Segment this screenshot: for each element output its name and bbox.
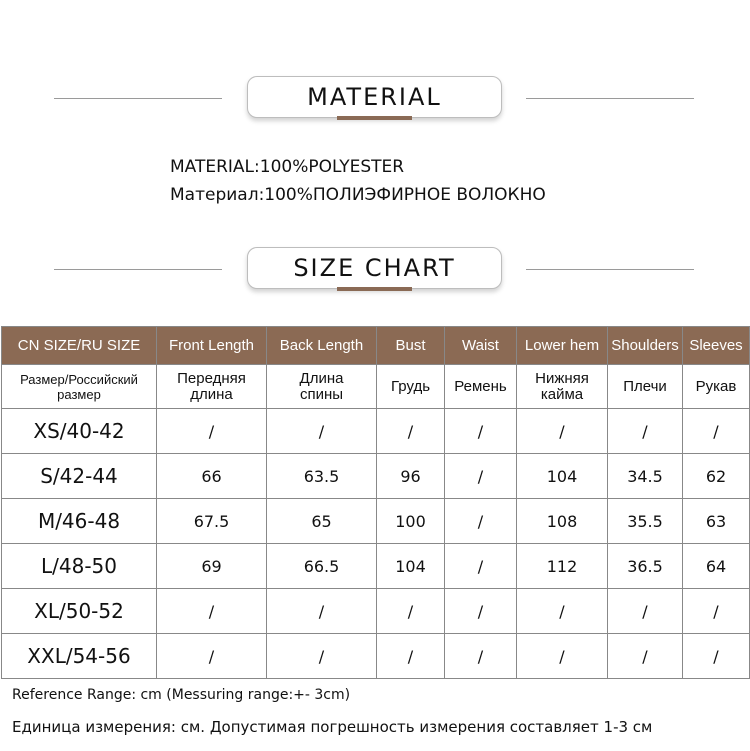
column-header-front-length: Front Length [157, 327, 267, 365]
measurement-cell-shoulders: 35.5 [608, 499, 683, 544]
measurement-cell-shoulders: 34.5 [608, 454, 683, 499]
column-header-ru-front-length [157, 365, 267, 409]
title-underline [337, 116, 412, 120]
measurement-cell-bust: 104 [377, 544, 445, 589]
size-label-cell: XL/50-52 [2, 589, 157, 634]
size-label-cell: XS/40-42 [2, 409, 157, 454]
header-row-russian [2, 365, 750, 409]
measurement-cell-waist: / [445, 454, 517, 499]
measurement-cell-shoulders: 36.5 [608, 544, 683, 589]
measurement-cell-waist: / [445, 409, 517, 454]
measurement-cell-sleeves: / [683, 409, 750, 454]
measurement-cell-back-length: / [267, 589, 377, 634]
measurement-cell-bust: 96 [377, 454, 445, 499]
measurement-cell-sleeves: 62 [683, 454, 750, 499]
measurement-cell-lower-hem: 104 [517, 454, 608, 499]
size-label-cell: L/48-50 [2, 544, 157, 589]
measurement-cell-front-length: / [157, 409, 267, 454]
title-underline [337, 287, 412, 291]
table-row [2, 499, 750, 544]
measurement-cell-bust: / [377, 409, 445, 454]
measurement-cell-waist: / [445, 634, 517, 679]
column-header-ru-back-length [267, 365, 377, 409]
header-text-line: Длина [299, 369, 344, 387]
header-text-line: Плечи [623, 377, 667, 395]
divider-line-right [526, 98, 694, 99]
column-header-lower-hem: Lower hem [517, 327, 608, 365]
size-chart-title: SIZE CHART [247, 247, 502, 289]
measurement-cell-back-length: 66.5 [267, 544, 377, 589]
column-header-bust: Bust [377, 327, 445, 365]
material-title: MATERIAL [247, 76, 502, 118]
divider-line-left [54, 269, 222, 270]
column-header-ru-lower-hem [517, 365, 608, 409]
header-text-line: Грудь [390, 377, 431, 395]
table-row [2, 544, 750, 589]
size-label-cell: M/46-48 [2, 499, 157, 544]
header-row-english [2, 327, 750, 365]
table-row [2, 634, 750, 679]
header-text-line: Передняя [177, 369, 246, 387]
measurement-cell-sleeves: 63 [683, 499, 750, 544]
measurement-cell-waist: / [445, 499, 517, 544]
measurement-cell-shoulders: / [608, 589, 683, 634]
measurement-cell-front-length: 69 [157, 544, 267, 589]
reference-range-note: Reference Range: cm (Messuring range:+- 3cm) [12, 687, 351, 703]
material-russian: Материал:100%ПОЛИЭФИРНОЕ ВОЛОКНО [170, 185, 546, 205]
column-header-ru-shoulders [608, 365, 683, 409]
header-text-line: Ремень [454, 377, 507, 395]
header-text-line: Рукав [695, 377, 737, 395]
table-row [2, 589, 750, 634]
column-header-waist: Waist [445, 327, 517, 365]
table-row [2, 409, 750, 454]
measurement-cell-waist: / [445, 544, 517, 589]
measurement-cell-lower-hem: / [517, 409, 608, 454]
measurement-cell-front-length: / [157, 634, 267, 679]
size-chart-section-header [0, 247, 750, 297]
header-text-line: кайма [540, 385, 584, 403]
column-header-ru-sleeves [683, 365, 750, 409]
size-label-cell: S/42-44 [2, 454, 157, 499]
measurement-cell-front-length: 67.5 [157, 499, 267, 544]
size-label-cell: XXL/54-56 [2, 634, 157, 679]
table-row [2, 454, 750, 499]
measurement-cell-back-length: / [267, 409, 377, 454]
measurement-cell-front-length: / [157, 589, 267, 634]
measurement-cell-bust: 100 [377, 499, 445, 544]
header-text-line: Нижняя [535, 369, 589, 387]
material-english: MATERIAL:100%POLYESTER [170, 157, 405, 177]
measurement-cell-front-length: 66 [157, 454, 267, 499]
column-header-ru-bust [377, 365, 445, 409]
measurement-note-russian: Единица измерения: см. Допустимая погрешность измерения составляет 1-3 см [12, 718, 653, 736]
column-header-ru-waist [445, 365, 517, 409]
column-header-ru-size [2, 365, 157, 409]
measurement-cell-waist: / [445, 589, 517, 634]
size-chart-table [1, 326, 750, 679]
header-text-line: размер [57, 386, 101, 402]
measurement-cell-sleeves: 64 [683, 544, 750, 589]
measurement-cell-bust: / [377, 634, 445, 679]
measurement-cell-shoulders: / [608, 409, 683, 454]
measurement-cell-shoulders: / [608, 634, 683, 679]
material-section-header [0, 76, 750, 126]
header-text-line: длина [190, 385, 233, 403]
measurement-cell-lower-hem: / [517, 634, 608, 679]
column-header-sleeves: Sleeves [683, 327, 750, 365]
measurement-cell-back-length: / [267, 634, 377, 679]
measurement-cell-bust: / [377, 589, 445, 634]
divider-line-right [526, 269, 694, 270]
column-header-size: CN SIZE/RU SIZE [2, 327, 157, 365]
measurement-cell-lower-hem: 108 [517, 499, 608, 544]
column-header-back-length: Back Length [267, 327, 377, 365]
header-text-line: Размер/Российский [20, 371, 138, 387]
measurement-cell-back-length: 63.5 [267, 454, 377, 499]
measurement-cell-sleeves: / [683, 589, 750, 634]
header-text-line: спины [299, 385, 344, 403]
divider-line-left [54, 98, 222, 99]
measurement-cell-lower-hem: / [517, 589, 608, 634]
measurement-cell-lower-hem: 112 [517, 544, 608, 589]
measurement-cell-sleeves: / [683, 634, 750, 679]
column-header-shoulders: Shoulders [608, 327, 683, 365]
measurement-cell-back-length: 65 [267, 499, 377, 544]
